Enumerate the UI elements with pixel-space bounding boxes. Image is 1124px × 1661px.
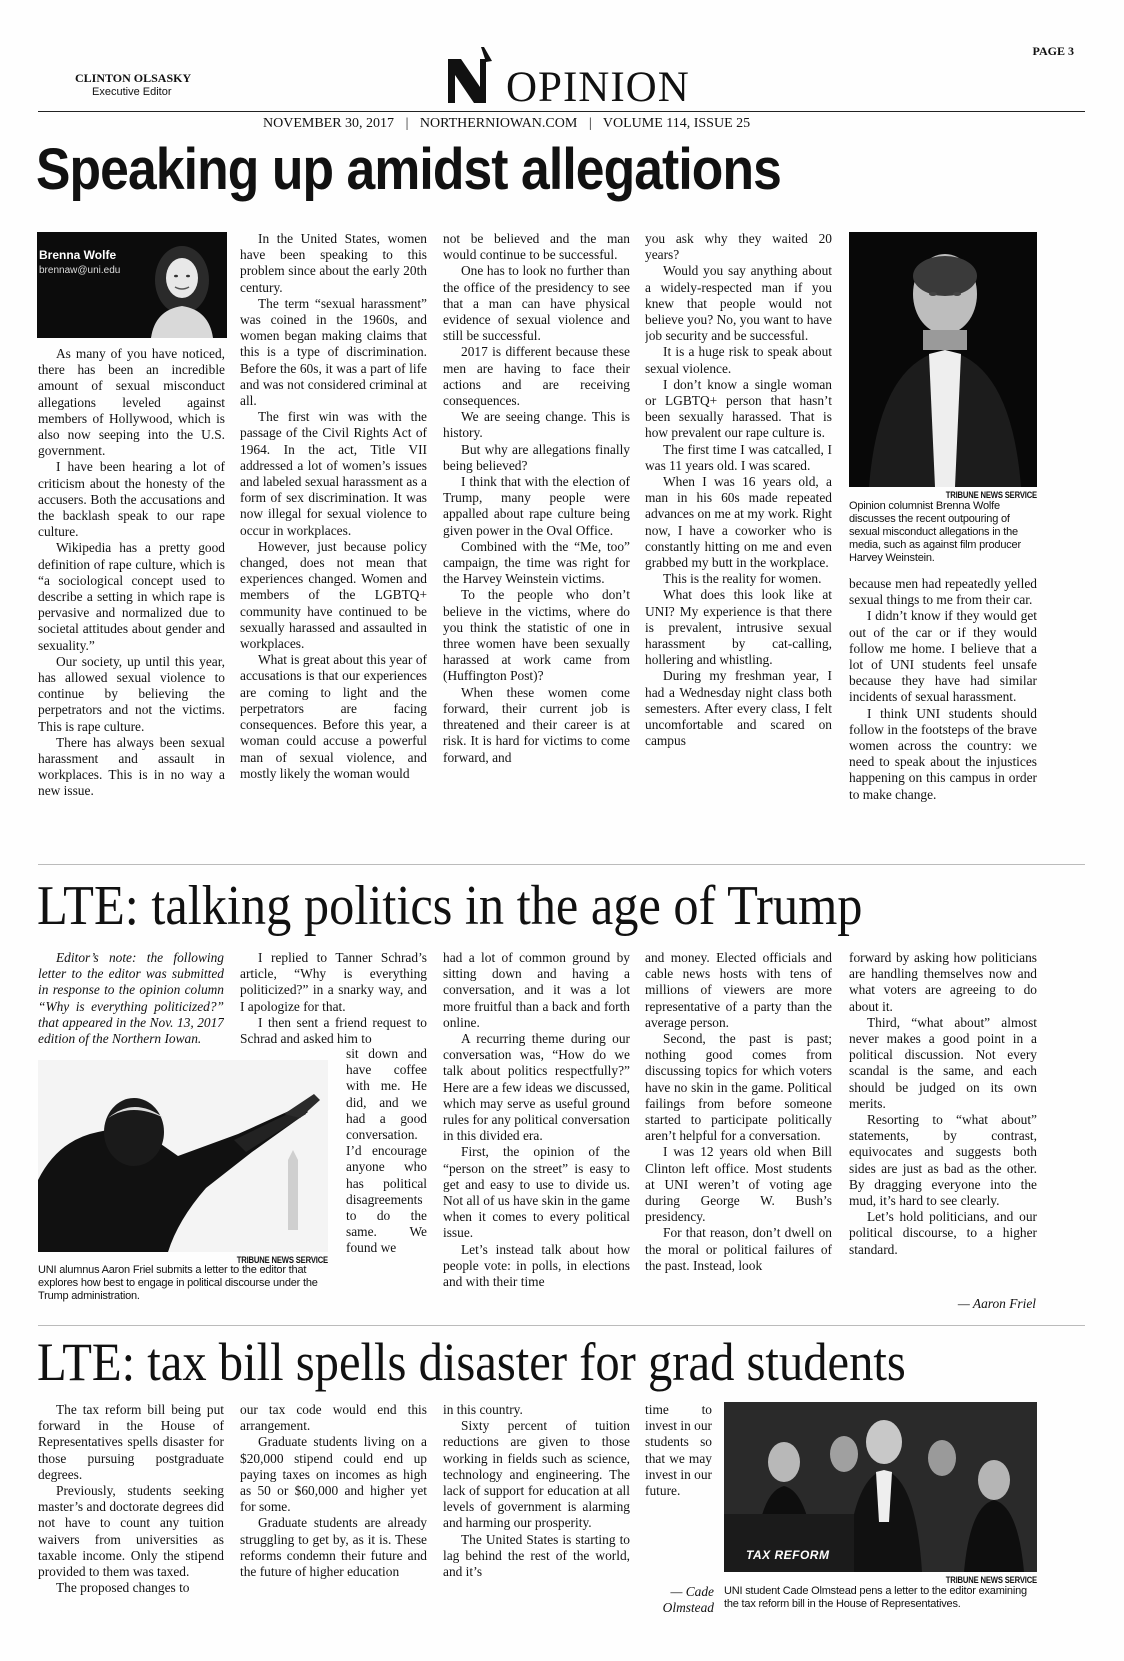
paragraph: The tax reform bill being put forward in the House of Representatives spells disaster for those pursuing postgraduate degrees. <box>38 1402 224 1482</box>
paragraph: Resorting to “what about” statements, by contrast, equivocates and suggests both sides are just as bad as the other. By dragging everyone into the mud, it’s hard to see clearly. <box>849 1112 1037 1209</box>
paragraph: I have been hearing a lot of criticism about the honesty of the accusers. Both the accusations and the backlash speak to our rape culture. <box>38 459 225 540</box>
paragraph: Let’s instead talk about how people vote: in polls, in elections and with their time <box>443 1241 630 1290</box>
separator: | <box>405 116 409 131</box>
signature-line: Olmstead <box>662 1600 714 1616</box>
section-divider <box>38 1325 1085 1326</box>
paragraph: had a lot of common ground by sitting down and having a conversation, and it was a lot more fruitful than a back and forth online. <box>443 950 630 1030</box>
paragraph: I then sent a friend request to Schrad and asked him to <box>240 1014 427 1047</box>
paragraph: in this country. <box>443 1402 523 1417</box>
paragraph: Third, “what about” almost never makes a good point in a political discussion. Not every scandal is the same, and each should be judged on its own merits. <box>849 1014 1037 1111</box>
story3-photo-caption: UNI student Cade Olmstead pens a letter to the editor examining the tax reform bill in the House of Representatives. <box>724 1585 1027 1610</box>
story2-column-3 <box>443 950 630 1310</box>
story3-column-2 <box>240 1402 427 1632</box>
story2-photo-caption: UNI alumnus Aaron Friel submits a letter to the editor that explores how best to engage in political discourse under the Trump administration. <box>38 1264 318 1302</box>
story3-photo <box>724 1402 1037 1572</box>
congress-photo-icon <box>724 1402 1037 1572</box>
paragraph: However, just because policy changed, does not mean that experiences changed. Women and members of the LGBTQ+ community have continued to be sexually harassed and assaulted in workplaces. <box>240 538 427 652</box>
paragraph: Second, the past is past; nothing good comes from discussing topics for which voters have no skin in the game. Political failings from before someone started to participate politically aren’t helpful for a conversation. <box>645 1031 832 1144</box>
story2-signature: — Aaron Friel <box>957 1296 1036 1311</box>
editor-name: CLINTON OLSASKY <box>75 71 192 85</box>
editor-title: Executive Editor <box>92 86 172 98</box>
trump-photo-icon <box>38 1060 328 1252</box>
paragraph: time to invest in our students so that we may invest in our future. <box>645 1402 712 1499</box>
paragraph: Combined with the “Me, too” campaign, the time was right for the Harvey Weinstein victims. <box>443 538 630 587</box>
paragraph: First, the opinion of the “person on the street” is easy to get and easy to use to divide us. Not all of us have skin in the game when it comes to every political issue. <box>443 1144 630 1241</box>
section-logo-icon <box>448 47 498 105</box>
paragraph: The term “sexual harassment” was coined in the 1960s, and women began making claims that this is a type of discrimination. Before the 60s, it was a part of life and was not considered criminal at all. <box>240 295 427 409</box>
podium-sign: TAX REFORM <box>746 1548 830 1562</box>
story1-column-4 <box>645 231 832 854</box>
paragraph: A recurring theme during our conversation was, “How do we talk about politics respectfully?” Here are a few ideas we discussed, which may serve as useful ground rules for any political conversation in this divided era. <box>443 1031 630 1144</box>
paragraph: Previously, students seeking master’s and doctorate degrees did not have to count any tuition waivers from universities as taxable income. Only the stipend provided to them was taxed. <box>38 1483 224 1580</box>
paragraph: Sixty percent of tuition reductions are given to those working in fields such as science, technology and engineering. The lack of support for education at all levels of government is alarming and harming our prosperity. <box>443 1418 630 1531</box>
paragraph: During my freshman year, I had a Wednesday night class both semesters. After every class, I felt uncomfortable and scared on campus <box>645 668 832 749</box>
paragraph: Wikipedia has a pretty good definition of rape culture, which is “a sociological concept used to describe a setting in which rape is pervasive and normalized due to societal attitudes about gender and sexuality.” <box>38 540 225 653</box>
story2-column-2-top <box>240 950 427 1050</box>
masthead-rule <box>38 111 1085 112</box>
paragraph: forward by asking how politicians are handling themselves now and what voters are agreeing to do about it. <box>849 950 1037 1014</box>
paragraph: To the people who don’t believe in the victims, where do you think the statistic of one in three women have been sexually harassed at work came from (Huffington Post)? <box>443 587 630 684</box>
editors-note <box>38 950 224 1070</box>
story2-column-2-narrow <box>346 1046 427 1306</box>
issue-volume: VOLUME 114, ISSUE 25 <box>602 116 751 131</box>
paragraph: For that reason, don’t dwell on the moral or political failures of the past. Instead, look <box>645 1225 832 1273</box>
paragraph: I was 12 years old when Bill Clinton left office. Most students at UNI weren’t of voting age during George W. Bush’s presidency. <box>645 1144 832 1225</box>
paragraph: It is a huge risk to speak about sexual violence. <box>645 344 832 376</box>
dateline <box>263 116 750 132</box>
paragraph: not be believed and the man would continue to be successful. <box>443 231 630 263</box>
story2-headline: LTE: talking politics in the age of Trump <box>37 875 863 937</box>
story1-column-5 <box>849 576 1037 854</box>
separator: | <box>588 116 592 131</box>
story2-photo-credit: TRIBUNE NEWS SERVICE <box>236 1255 328 1265</box>
paragraph: In the United States, women have been speaking to this problem since about the early 20th century. <box>240 231 427 295</box>
paragraph: I think that with the election of Trump, many people were appalled about rape culture being given power in the Oval Office. <box>443 474 630 538</box>
paragraph: When I was 16 years old, a man in his 60s made repeated advances on me at my work. Right now, I have a coworker who is constantly hitting on me and even grabbed my butt in the workplace. <box>645 474 832 571</box>
story3-column-4 <box>645 1402 712 1542</box>
paragraph: because men had repeatedly yelled sexual things to me from their car. <box>849 576 1037 608</box>
story1-column-1 <box>38 346 225 854</box>
weinstein-photo-icon <box>849 232 1037 487</box>
page-number: PAGE 3 <box>1032 44 1074 58</box>
story2-column-5 <box>849 950 1037 1280</box>
author-email: brennaw@uni.edu <box>39 265 121 276</box>
story2-photo <box>38 1060 328 1252</box>
author-headshot <box>37 232 227 338</box>
story3-column-3 <box>443 1402 630 1632</box>
paragraph: When these women come forward, their current job is threatened and their career is at risk. It is hard for victims to come forward, and <box>443 684 630 765</box>
story1-photo-caption: Opinion columnist Brenna Wolfe discusses the recent outpouring of sexual misconduct allegations in the media, such as against film producer Harvey Weinstein. <box>849 500 1021 564</box>
issue-date: NOVEMBER 30, 2017 <box>263 116 395 131</box>
site-url: NORTHERNIOWAN.COM <box>419 116 578 131</box>
paragraph: and money. Elected officials and cable news hosts with tens of millions of viewers are more representative of a party than the average person. <box>645 950 832 1030</box>
story1-headline: Speaking up amidst allegations <box>36 137 781 202</box>
story3-signature <box>650 1584 714 1616</box>
paragraph: 2017 is different because these men are having to face their actions and are receiving consequences. <box>443 344 630 409</box>
paragraph: Graduate students living on a $20,000 stipend could end up paying taxes on incomes as high as 50 or $60,000 and higher yet for some. <box>240 1434 427 1515</box>
section-title: OPINION <box>506 64 690 111</box>
paragraph: sit down and have coffee with me. He did, and we had a good conversation. I’d encourage anyone who has political disagreements to do the same. We found we <box>346 1046 427 1256</box>
paragraph: What does this look like at UNI? My experience is that there is prevalent, intrusive sexual harassment by cat-calling, hollering and whistling. <box>645 587 832 668</box>
story3-column-1 <box>38 1402 224 1632</box>
section-divider <box>38 864 1085 865</box>
paragraph: I think UNI students should follow in the footsteps of the brave women across the country: we need to speak about the injustices happening on this campus in order to make change. <box>849 705 1037 802</box>
paragraph: Our society, up until this year, has allowed sexual violence to continue by believing the perpetrators and not the victims. This is rape culture. <box>38 653 225 734</box>
paragraph: The first time I was catcalled, I was 11 years old. I was scared. <box>645 441 832 473</box>
story1-photo-credit: TRIBUNE NEWS SERVICE <box>945 490 1037 500</box>
paragraph: Would you say anything about a widely-respected man if you knew that people would not believe you? No, you want to have job security and be successful. <box>645 263 832 344</box>
paragraph: As many of you have noticed, there has been an incredible amount of sexual misconduct allegations leveled against members of Hollywood, which is also now seeping into the U.S. government. <box>38 346 225 459</box>
author-name: Brenna Wolfe <box>39 248 117 262</box>
paragraph: The proposed changes to <box>56 1580 190 1596</box>
paragraph: I didn’t know if they would get out of the car or if they would follow me home. I believe that a lot of UNI students feel unsafe because they have had similar incidents of sexual harassment. <box>849 608 1037 705</box>
story2-column-4 <box>645 950 832 1310</box>
paragraph: But why are allegations finally being believed? <box>443 441 630 473</box>
story3-headline: LTE: tax bill spells disaster for grad students <box>37 1332 906 1392</box>
paragraph: our tax code would end this arrangement. <box>240 1402 427 1434</box>
paragraph: Let’s hold politicians, and our political discourse, to a higher standard. <box>849 1209 1037 1257</box>
story1-column-2 <box>240 231 427 854</box>
paragraph: you ask why they waited 20 years? <box>645 231 832 263</box>
paragraph: Graduate students are already struggling to get by, as it is. These reforms condemn their future and the future of higher education <box>240 1515 427 1580</box>
paragraph: This is the reality for women. <box>663 571 822 587</box>
paragraph: The first win was with the passage of the Civil Rights Act of 1964. In the act, Title VII addressed a lot of women’s issues and labeled sexual harassment as a form of sex discrimination. It was now illegal for sexual violence to occur in workplaces. <box>240 409 427 538</box>
author-portrait-icon <box>147 240 217 338</box>
paragraph: Editor’s note: the following letter to the editor was submitted in response to the opinion column “Why is everything politicized?” that appeared in the Nov. 13, 2017 edition of the Northern Iowan. <box>38 950 224 1047</box>
paragraph: There has always been sexual harassment and assault in workplaces. This is in no way a new issue. <box>38 734 225 799</box>
story1-column-3 <box>443 231 630 854</box>
story1-photo <box>849 232 1037 487</box>
paragraph: What is great about this year of accusations is that our experiences are coming to light and the perpetrators are facing consequences. Before this year, a woman could accuse a powerful man of sexual violence, and mostly likely the woman would <box>240 652 427 781</box>
story3-photo-credit: TRIBUNE NEWS SERVICE <box>945 1575 1037 1585</box>
paragraph: I replied to Tanner Schrad’s article, “Why is everything politicized?” in a snarky way, and I apologize for that. <box>240 950 427 1014</box>
paragraph: The United States is starting to lag behind the rest of the world, and it’s <box>443 1531 630 1580</box>
signature-line: — Cade <box>670 1584 714 1599</box>
paragraph: I don’t know a single woman or LGBTQ+ person that hasn’t been sexually harassed. That is how prevalent our rape culture is. <box>645 376 832 441</box>
paragraph: We are seeing change. This is history. <box>443 409 630 441</box>
paragraph: One has to look no further than the office of the presidency to see that a man can have physical evidence of sexual violence and still be successful. <box>443 263 630 344</box>
